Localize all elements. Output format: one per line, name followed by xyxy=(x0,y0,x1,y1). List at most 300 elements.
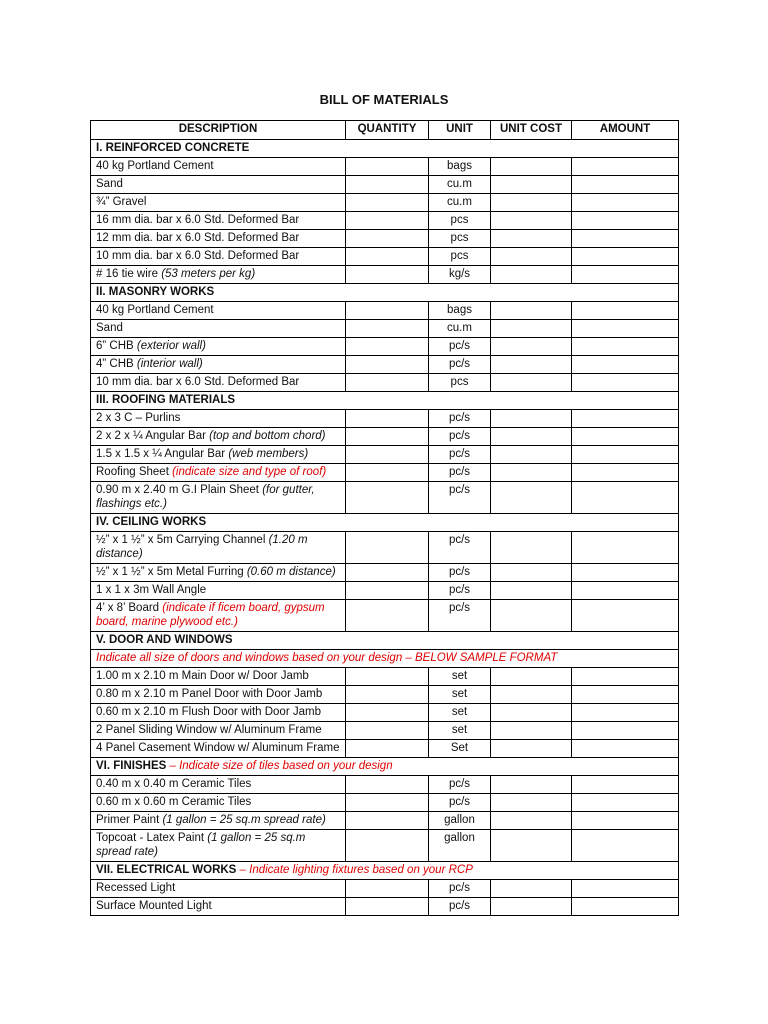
item-description-text: 12 mm dia. bar x 6.0 Std. Deformed Bar xyxy=(96,232,300,244)
unit-cost-cell xyxy=(491,320,572,338)
unit-cost-cell xyxy=(491,722,572,740)
amount-cell xyxy=(572,176,679,194)
unit-text: pcs xyxy=(450,376,469,388)
item-description xyxy=(91,374,346,392)
unit-text: pc/s xyxy=(448,778,471,790)
item-description xyxy=(91,428,346,446)
item-description xyxy=(91,686,346,704)
unit-cost-cell xyxy=(491,740,572,758)
table-row xyxy=(91,410,679,428)
amount-cell xyxy=(572,320,679,338)
quantity-cell xyxy=(346,320,429,338)
amount-cell xyxy=(572,464,679,482)
unit-cell xyxy=(429,704,491,722)
table-row xyxy=(91,582,679,600)
header-unit: UNIT xyxy=(429,121,491,140)
unit-text: pc/s xyxy=(448,584,471,596)
unit-cell xyxy=(429,740,491,758)
table-row xyxy=(91,482,679,514)
unit-cost-cell xyxy=(491,230,572,248)
amount-cell xyxy=(572,830,679,862)
amount-cell xyxy=(572,446,679,464)
table-row xyxy=(91,464,679,482)
amount-cell xyxy=(572,722,679,740)
item-description-text: 0.40 m x 0.40 m Ceramic Tiles xyxy=(96,778,252,790)
amount-cell xyxy=(572,248,679,266)
quantity-cell xyxy=(346,194,429,212)
quantity-cell xyxy=(346,898,429,916)
table-row xyxy=(91,194,679,212)
unit-cost-cell xyxy=(491,880,572,898)
table-row xyxy=(91,212,679,230)
unit-cost-cell xyxy=(491,428,572,446)
item-description xyxy=(91,212,346,230)
section-label: I. REINFORCED CONCRETE xyxy=(96,142,250,154)
unit-cell xyxy=(429,428,491,446)
amount-cell xyxy=(572,428,679,446)
quantity-cell xyxy=(346,428,429,446)
unit-text: pcs xyxy=(450,214,469,226)
unit-cost-cell xyxy=(491,194,572,212)
item-description-text: 4” CHB xyxy=(96,358,137,370)
item-description xyxy=(91,600,346,632)
item-description-text: 16 mm dia. bar x 6.0 Std. Deformed Bar xyxy=(96,214,300,226)
quantity-cell xyxy=(346,176,429,194)
item-description-text: Recessed Light xyxy=(96,882,176,894)
unit-cell xyxy=(429,410,491,428)
quantity-cell xyxy=(346,446,429,464)
unit-text: pc/s xyxy=(448,448,471,460)
item-description-text: 0.60 m x 2.10 m Flush Door with Door Jamb xyxy=(96,706,321,718)
unit-text: set xyxy=(451,706,468,718)
section-label: II. MASONRY WORKS xyxy=(96,286,215,298)
section-instruction: – Indicate size of tiles based on your design xyxy=(166,760,393,772)
item-description-note: (53 meters per kg) xyxy=(161,268,256,280)
item-description-text: 1.5 x 1.5 x ¼ Angular Bar xyxy=(96,448,229,460)
unit-text: pc/s xyxy=(448,602,471,614)
amount-cell xyxy=(572,410,679,428)
item-description-note: (1 gallon = 25 sq.m spread rate) xyxy=(96,832,306,858)
unit-cost-cell xyxy=(491,668,572,686)
quantity-cell xyxy=(346,266,429,284)
unit-text: set xyxy=(451,670,468,682)
item-description xyxy=(91,248,346,266)
item-description-text: 2 x 3 C – Purlins xyxy=(96,412,181,424)
item-description xyxy=(91,356,346,374)
table-row xyxy=(91,686,679,704)
table-row xyxy=(91,338,679,356)
section-label: III. ROOFING MATERIALS xyxy=(96,394,236,406)
unit-cost-cell xyxy=(491,338,572,356)
item-description-text: ¾” Gravel xyxy=(96,196,147,208)
item-description-note: (interior wall) xyxy=(136,358,203,370)
item-description xyxy=(91,176,346,194)
table-row xyxy=(91,668,679,686)
amount-cell xyxy=(572,532,679,564)
unit-text: pc/s xyxy=(448,484,471,496)
unit-text: gallon xyxy=(444,814,475,826)
unit-cost-cell xyxy=(491,248,572,266)
quantity-cell xyxy=(346,230,429,248)
quantity-cell xyxy=(346,722,429,740)
unit-cost-cell xyxy=(491,482,572,514)
unit-cost-cell xyxy=(491,302,572,320)
item-description-text: 4 Panel Casement Window w/ Aluminum Frame xyxy=(96,742,340,754)
amount-cell xyxy=(572,812,679,830)
table-row xyxy=(91,794,679,812)
quantity-cell xyxy=(346,302,429,320)
unit-text: pc/s xyxy=(448,796,471,808)
quantity-cell xyxy=(346,374,429,392)
unit-cost-cell xyxy=(491,686,572,704)
table-row xyxy=(91,600,679,632)
unit-text: bags xyxy=(447,304,472,316)
item-description-text: 40 kg Portland Cement xyxy=(96,304,214,316)
item-description xyxy=(91,812,346,830)
quantity-cell xyxy=(346,582,429,600)
amount-cell xyxy=(572,582,679,600)
item-description-text: 2 x 2 x ¼ Angular Bar xyxy=(96,430,210,442)
unit-cell xyxy=(429,446,491,464)
unit-cell xyxy=(429,564,491,582)
unit-cell xyxy=(429,880,491,898)
quantity-cell xyxy=(346,212,429,230)
item-description-text: Roofing Sheet xyxy=(96,466,173,478)
unit-text: kg/s xyxy=(448,268,471,280)
unit-cell xyxy=(429,302,491,320)
section-title xyxy=(91,140,679,158)
quantity-cell xyxy=(346,812,429,830)
table-row xyxy=(91,356,679,374)
unit-text: pc/s xyxy=(448,534,471,546)
unit-cost-cell xyxy=(491,532,572,564)
quantity-cell xyxy=(346,356,429,374)
item-description-text: ½” x 1 ½” x 5m Metal Furring xyxy=(96,566,247,578)
item-description xyxy=(91,464,346,482)
unit-text: pc/s xyxy=(448,412,471,424)
quantity-cell xyxy=(346,338,429,356)
section-title xyxy=(91,862,679,880)
table-row xyxy=(91,230,679,248)
unit-cost-cell xyxy=(491,794,572,812)
item-description xyxy=(91,704,346,722)
item-description-note: (top and bottom chord) xyxy=(209,430,326,442)
section-label: VI. FINISHES xyxy=(96,760,167,772)
unit-cell xyxy=(429,230,491,248)
unit-text: pcs xyxy=(450,250,469,262)
table-row xyxy=(91,704,679,722)
unit-text: set xyxy=(451,724,468,736)
section-row xyxy=(91,862,679,880)
header-description: DESCRIPTION xyxy=(91,121,346,140)
unit-cost-cell xyxy=(491,582,572,600)
document-title: BILL OF MATERIALS xyxy=(319,92,449,107)
item-description xyxy=(91,722,346,740)
unit-cell xyxy=(429,600,491,632)
header-quantity: QUANTITY xyxy=(346,121,429,140)
unit-cell xyxy=(429,812,491,830)
item-description-text: 1 x 1 x 3m Wall Angle xyxy=(96,584,207,596)
amount-cell xyxy=(572,194,679,212)
amount-cell xyxy=(572,266,679,284)
item-description-text: 40 kg Portland Cement xyxy=(96,160,214,172)
unit-cell xyxy=(429,830,491,862)
item-description xyxy=(91,158,346,176)
table-row xyxy=(91,740,679,758)
unit-cost-cell xyxy=(491,776,572,794)
note-label: Indicate all size of doors and windows based on your design – BELOW SAMPLE FORMAT xyxy=(96,652,558,664)
section-row xyxy=(91,632,679,650)
item-description xyxy=(91,582,346,600)
item-description xyxy=(91,302,346,320)
section-row xyxy=(91,758,679,776)
unit-text: cu.m xyxy=(447,178,472,190)
table-row xyxy=(91,374,679,392)
quantity-cell xyxy=(346,686,429,704)
unit-cell xyxy=(429,338,491,356)
section-row xyxy=(91,514,679,532)
item-description xyxy=(91,776,346,794)
table-row xyxy=(91,266,679,284)
item-description-text: Topcoat - Latex Paint xyxy=(96,832,208,844)
amount-cell xyxy=(572,158,679,176)
item-description xyxy=(91,794,346,812)
item-description xyxy=(91,564,346,582)
item-description-note: (1 gallon = 25 sq.m spread rate) xyxy=(162,814,326,826)
amount-cell xyxy=(572,230,679,248)
amount-cell xyxy=(572,374,679,392)
unit-cell xyxy=(429,194,491,212)
item-description xyxy=(91,194,346,212)
table-row xyxy=(91,302,679,320)
item-description-text: 10 mm dia. bar x 6.0 Std. Deformed Bar xyxy=(96,376,300,388)
quantity-cell xyxy=(346,600,429,632)
quantity-cell xyxy=(346,532,429,564)
unit-text: bags xyxy=(447,160,472,172)
unit-cost-cell xyxy=(491,374,572,392)
unit-text: pc/s xyxy=(448,340,471,352)
unit-cell xyxy=(429,248,491,266)
unit-cell xyxy=(429,464,491,482)
item-description xyxy=(91,410,346,428)
unit-cell xyxy=(429,532,491,564)
quantity-cell xyxy=(346,564,429,582)
table-row xyxy=(91,812,679,830)
unit-text: cu.m xyxy=(447,322,472,334)
section-row xyxy=(91,392,679,410)
section-label: IV. CEILING WORKS xyxy=(96,516,207,528)
note-row xyxy=(91,650,679,668)
item-description-note: (web members) xyxy=(228,448,309,460)
item-description-text: 2 Panel Sliding Window w/ Aluminum Frame xyxy=(96,724,322,736)
unit-cost-cell xyxy=(491,266,572,284)
table-row xyxy=(91,428,679,446)
section-title xyxy=(91,392,679,410)
table-row xyxy=(91,532,679,564)
quantity-cell xyxy=(346,464,429,482)
amount-cell xyxy=(572,356,679,374)
unit-cost-cell xyxy=(491,704,572,722)
unit-text: cu.m xyxy=(447,196,472,208)
table-row xyxy=(91,158,679,176)
table-header-row xyxy=(91,121,679,140)
section-title xyxy=(91,284,679,302)
item-description xyxy=(91,880,346,898)
table-body xyxy=(91,140,679,916)
table-row xyxy=(91,176,679,194)
unit-cost-cell xyxy=(491,600,572,632)
unit-cell xyxy=(429,320,491,338)
table-row xyxy=(91,776,679,794)
unit-cell xyxy=(429,722,491,740)
unit-text: pc/s xyxy=(448,882,471,894)
unit-text: pc/s xyxy=(448,358,471,370)
unit-cost-cell xyxy=(491,410,572,428)
amount-cell xyxy=(572,600,679,632)
unit-cost-cell xyxy=(491,158,572,176)
table-row xyxy=(91,446,679,464)
header-amount: AMOUNT xyxy=(572,121,679,140)
note-text xyxy=(91,650,679,668)
amount-cell xyxy=(572,338,679,356)
unit-cell xyxy=(429,668,491,686)
section-label: V. DOOR AND WINDOWS xyxy=(96,634,233,646)
unit-cell xyxy=(429,158,491,176)
unit-cost-cell xyxy=(491,212,572,230)
item-description xyxy=(91,230,346,248)
amount-cell xyxy=(572,794,679,812)
unit-cost-cell xyxy=(491,564,572,582)
quantity-cell xyxy=(346,740,429,758)
unit-cost-cell xyxy=(491,830,572,862)
item-description xyxy=(91,446,346,464)
table-row xyxy=(91,898,679,916)
item-description-text: Sand xyxy=(96,322,123,334)
table-row xyxy=(91,880,679,898)
amount-cell xyxy=(572,668,679,686)
item-description xyxy=(91,266,346,284)
table-row xyxy=(91,830,679,862)
item-description-text: Primer Paint xyxy=(96,814,163,826)
item-description-text: 0.90 m x 2.40 m G.I Plain Sheet xyxy=(96,484,263,496)
bill-of-materials-table xyxy=(90,120,679,916)
unit-cell xyxy=(429,176,491,194)
item-description-text: Sand xyxy=(96,178,123,190)
amount-cell xyxy=(572,564,679,582)
quantity-cell xyxy=(346,158,429,176)
item-description-instruction: (indicate size and type of roof) xyxy=(172,466,327,478)
item-description xyxy=(91,320,346,338)
item-description-instruction: (indicate if ficem board, gypsum board, marine plywood etc.) xyxy=(96,602,325,628)
table-row xyxy=(91,722,679,740)
item-description-text: 10 mm dia. bar x 6.0 Std. Deformed Bar xyxy=(96,250,300,262)
item-description-note: (exterior wall) xyxy=(136,340,206,352)
unit-cell xyxy=(429,482,491,514)
unit-cell xyxy=(429,582,491,600)
quantity-cell xyxy=(346,410,429,428)
item-description-note: (0.60 m distance) xyxy=(246,566,336,578)
unit-cost-cell xyxy=(491,464,572,482)
header-unit-cost: UNIT COST xyxy=(491,121,572,140)
unit-cell xyxy=(429,898,491,916)
item-description-text: 4’ x 8’ Board xyxy=(96,602,163,614)
amount-cell xyxy=(572,898,679,916)
unit-cost-cell xyxy=(491,356,572,374)
unit-text: pc/s xyxy=(448,466,471,478)
section-title xyxy=(91,514,679,532)
unit-cost-cell xyxy=(491,898,572,916)
item-description xyxy=(91,532,346,564)
unit-cell xyxy=(429,212,491,230)
unit-cell xyxy=(429,374,491,392)
item-description xyxy=(91,338,346,356)
unit-cell xyxy=(429,356,491,374)
unit-cell xyxy=(429,266,491,284)
unit-text: pcs xyxy=(450,232,469,244)
item-description xyxy=(91,740,346,758)
section-row xyxy=(91,140,679,158)
item-description-note: (for gutter, flashings etc.) xyxy=(96,484,315,510)
item-description-note: (1.20 m distance) xyxy=(96,534,308,560)
quantity-cell xyxy=(346,248,429,266)
amount-cell xyxy=(572,740,679,758)
unit-text: Set xyxy=(450,742,469,754)
quantity-cell xyxy=(346,668,429,686)
quantity-cell xyxy=(346,776,429,794)
unit-text: pc/s xyxy=(448,430,471,442)
item-description-text: 1.00 m x 2.10 m Main Door w/ Door Jamb xyxy=(96,670,309,682)
table-row xyxy=(91,320,679,338)
section-label: VII. ELECTRICAL WORKS xyxy=(96,864,237,876)
unit-text: pc/s xyxy=(448,566,471,578)
unit-cell xyxy=(429,686,491,704)
item-description-text: 0.60 m x 0.60 m Ceramic Tiles xyxy=(96,796,252,808)
amount-cell xyxy=(572,776,679,794)
section-title xyxy=(91,758,679,776)
amount-cell xyxy=(572,212,679,230)
quantity-cell xyxy=(346,704,429,722)
unit-cost-cell xyxy=(491,446,572,464)
section-instruction: – Indicate lighting fixtures based on your RCP xyxy=(236,864,473,876)
unit-text: pc/s xyxy=(448,900,471,912)
amount-cell xyxy=(572,704,679,722)
item-description xyxy=(91,830,346,862)
unit-cost-cell xyxy=(491,176,572,194)
unit-cell xyxy=(429,776,491,794)
section-row xyxy=(91,284,679,302)
amount-cell xyxy=(572,880,679,898)
item-description-text: Surface Mounted Light xyxy=(96,900,212,912)
amount-cell xyxy=(572,482,679,514)
quantity-cell xyxy=(346,880,429,898)
item-description-text: # 16 tie wire xyxy=(96,268,162,280)
item-description xyxy=(91,668,346,686)
unit-cell xyxy=(429,794,491,812)
item-description xyxy=(91,482,346,514)
unit-cost-cell xyxy=(491,812,572,830)
quantity-cell xyxy=(346,482,429,514)
table-row xyxy=(91,564,679,582)
quantity-cell xyxy=(346,830,429,862)
section-title xyxy=(91,632,679,650)
unit-text: gallon xyxy=(444,832,475,844)
quantity-cell xyxy=(346,794,429,812)
unit-text: set xyxy=(451,688,468,700)
amount-cell xyxy=(572,686,679,704)
item-description xyxy=(91,898,346,916)
item-description-text: 6” CHB xyxy=(96,340,137,352)
item-description-text: 0.80 m x 2.10 m Panel Door with Door Jamb xyxy=(96,688,323,700)
